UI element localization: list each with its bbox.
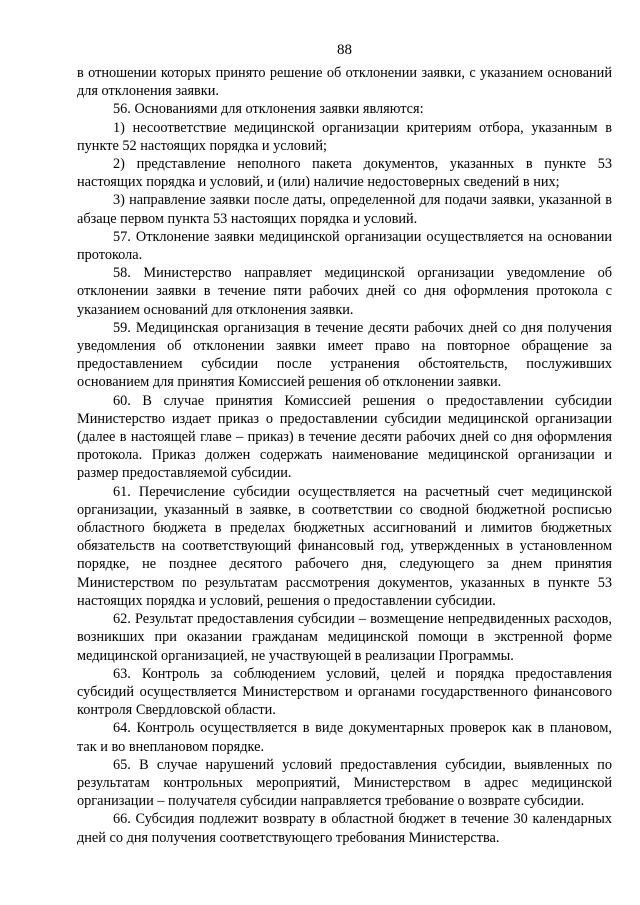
paragraph-60: 60. В случае принятия Комиссией решения о предоставлении субсидии Министерство издает приказ о предоставлении субсидии медицинской организации (далее в настоящей главе – приказ) в течение десяти рабочих дней со дня оформления протокола. Приказ должен содержать наименование медицинской организации и размер предоставляемой субсидии. (77, 392, 612, 482)
paragraph-56-item-1: 1) несоответствие медицинской организации критериям отбора, указанным в пункте 52 настоящих порядка и условий; (77, 119, 612, 154)
paragraph-57: 57. Отклонение заявки медицинской организации осуществляется на основании протокола. (77, 228, 612, 264)
paragraph-56: 56. Основаниями для отклонения заявки являются: (113, 101, 424, 118)
paragraph-58: 58. Министерство направляет медицинской организации уведомление об отклонении заявки в течение пяти рабочих дней со дня оформления протокола с указанием оснований для отклонения заявки. (77, 265, 612, 318)
paragraph-63: 63. Контроль за соблюдением условий, целей и порядка предоставления субсидий осуществляется Министерством и органами государственного финансового контроля Свердловской области. (77, 665, 612, 719)
paragraph-66: 66. Субсидия подлежит возврату в областной бюджет в течение 30 календарных дней со дня получения соответствующего требования Министерства. (77, 811, 612, 846)
page-number: 88 (337, 42, 352, 58)
paragraph-61: 61. Перечисление субсидии осуществляется на расчетный счет медицинской организации, указанный в заявке, в соответствии со сводной бюджетной росписью областного бюджета в пределах бюджетных ассигнований и лимитов бюджетных обязательств на соответствующий финансовый год, утвержденных в установленном порядке, не позднее десятого рабочего дня, следующего за днем принятия Министерством по результатам рассмотрения документов, указанных в пункте 53 настоящих порядка и условий, решения о предоставлении субсидии. (77, 483, 612, 609)
document-page (77, 40, 612, 847)
paragraph-56-item-3: 3) направление заявки после даты, определенной для подачи заявки, указанной в абзаце первом пункта 53 настоящих порядка и условий. (77, 192, 612, 227)
paragraph-62: 62. Результат предоставления субсидии – возмещение непредвиденных расходов, возникших при оказании гражданам медицинской помощи в экстренной форме медицинской организацией, не участвующей в реализации Программы. (77, 611, 612, 664)
paragraph-65: 65. В случае нарушений условий предоставления субсидии, выявленных по результатам контрольных мероприятий, Министерством в адрес медицинской организации – получателя субсидии направляется требование о возврате субсидии. (77, 756, 612, 810)
paragraph-56-item-2: 2) представление неполного пакета документов, указанных в пункте 53 настоящих порядка и условий, и (или) наличие недостоверных сведений в них; (77, 156, 612, 191)
paragraph-59: 59. Медицинская организация в течение десяти рабочих дней со дня получения уведомления об отклонении заявки имеет право на повторное обращение за предоставлением субсидии после устранения обстоятельств, послуживших основанием для принятия Комиссией решения об отклонении заявки. (77, 319, 612, 391)
paragraph-64: 64. Контроль осуществляется в виде документарных проверок как в плановом, так и во внеплановом порядке. (77, 720, 612, 755)
paragraph-continuation: в отношении которых принято решение об отклонении заявки, с указанием оснований для отклонения заявки. (77, 65, 612, 100)
